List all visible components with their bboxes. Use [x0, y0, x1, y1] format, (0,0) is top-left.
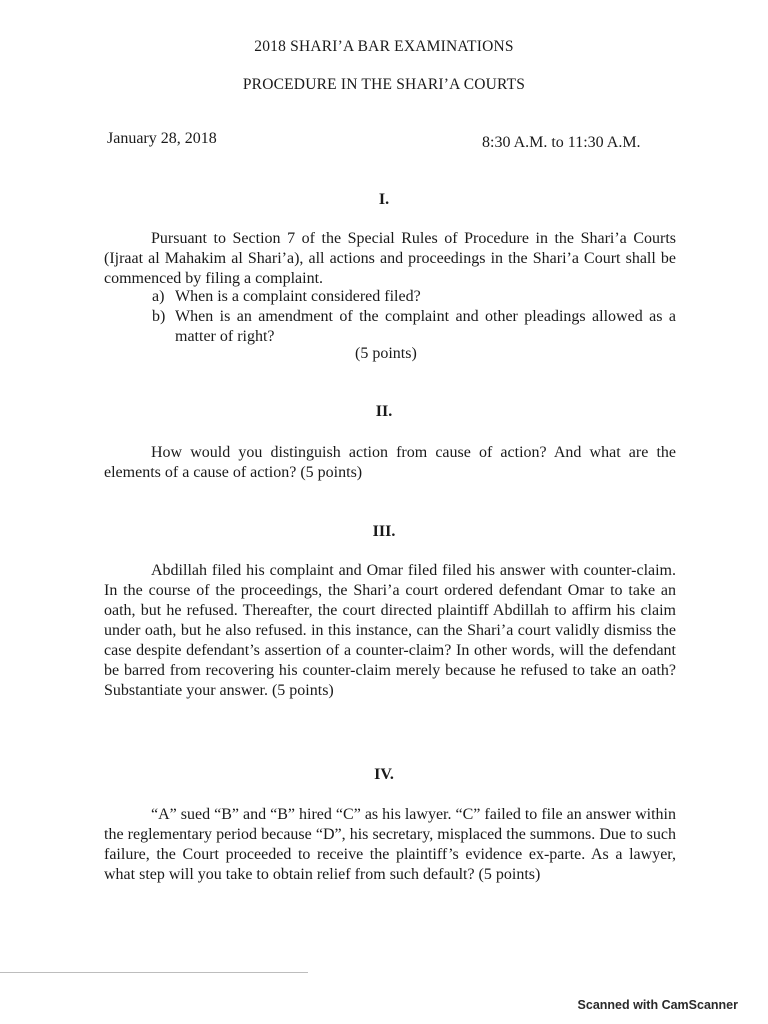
- question-4-number: IV.: [374, 766, 394, 783]
- item-text: When is a complaint considered filed?: [175, 288, 421, 305]
- question-2-number: II.: [375, 403, 393, 420]
- question-3-number: III.: [372, 523, 396, 540]
- exam-subject: PROCEDURE IN THE SHARI’A COURTS: [242, 76, 526, 93]
- question-1-number: I.: [378, 191, 390, 208]
- list-item: [152, 287, 676, 307]
- item-text: When is an amendment of the complaint and other pleadings allowed as a matter of right?: [175, 308, 676, 345]
- question-1-items: [152, 287, 676, 347]
- question-4-body: “A” sued “B” and “B” hired “C” as his lawyer. “C” failed to file an answer within the reglementary period because “D”, his secretary, misplaced the summons. Due to such failure, the Court proceeded to receive the plaintiff’s evidence ex-parte. As a lawyer, what step will you take to obtain relief from such default? (5 points): [104, 806, 676, 883]
- bottom-divider: [0, 972, 308, 973]
- item-marker: a): [152, 288, 165, 305]
- question-3-body: Abdillah filed his complaint and Omar filed filed his answer with counter-claim. In the course of the proceedings, the Shari’a court ordered defendant Omar to take an oath, but he refused. Thereafter, the court directed plaintiff Abdillah to affirm his claim under oath, but he also refused. in this instance, can the Shari’a court validly dismiss the case despite defendant’s assertion of a counter-claim? In other words, will the defendant be barred from recovering his counter-claim merely because he refused to take an oath? Substantiate your answer. (5 points): [104, 562, 676, 699]
- question-2-body: How would you distinguish action from cause of action? And what are the elements of a cause of action? (5 points): [104, 444, 676, 481]
- question-1-points: (5 points): [355, 345, 417, 362]
- exam-time: 8:30 A.M. to 11:30 A.M.: [482, 134, 641, 151]
- exam-title: 2018 SHARI’A BAR EXAMINATIONS: [254, 38, 514, 55]
- camscanner-watermark: Scanned with CamScanner: [577, 998, 738, 1012]
- item-marker: b): [152, 308, 166, 325]
- list-item: [152, 307, 676, 347]
- exam-date: January 28, 2018: [107, 130, 217, 147]
- question-1-body: Pursuant to Section 7 of the Special Rules of Procedure in the Shari’a Courts (Ijraat al Mahakim al Shari’a), all actions and proceedings in the Shari’a Court shall be commenced by filing a complaint.: [104, 230, 676, 287]
